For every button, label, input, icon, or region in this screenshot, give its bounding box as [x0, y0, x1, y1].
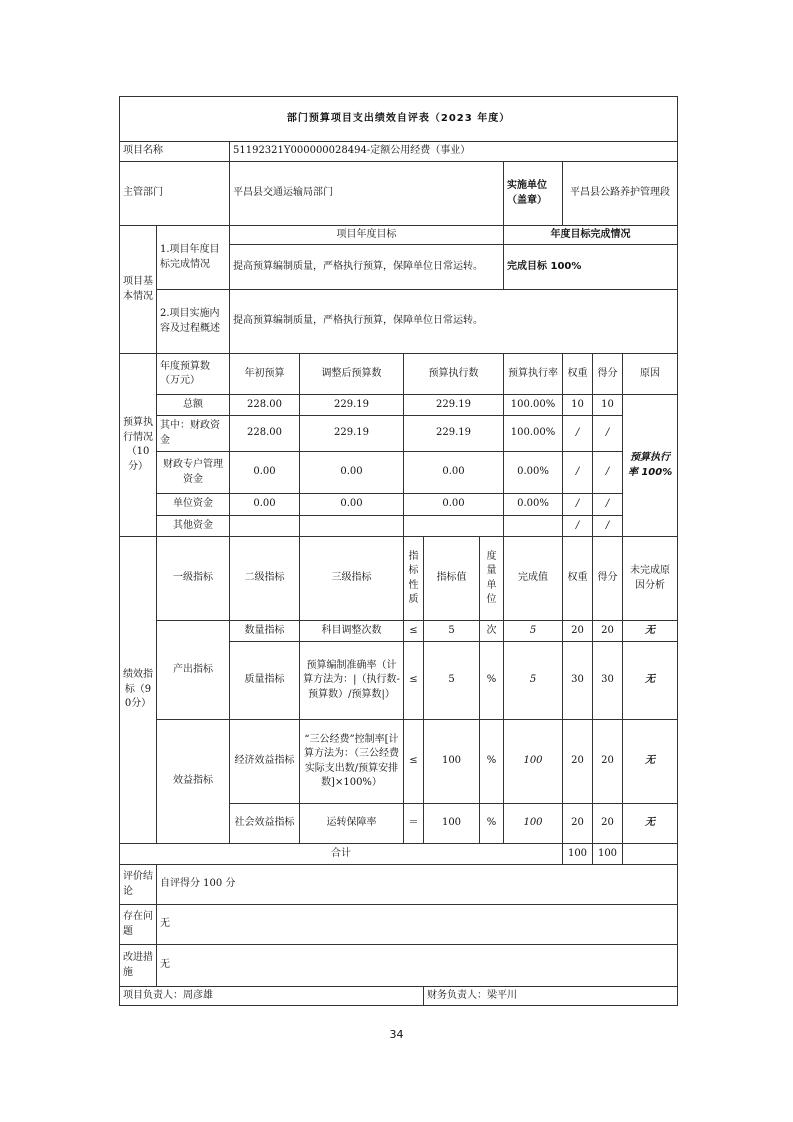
perf-row-value: 100 [424, 804, 480, 844]
perf-row-score: 20 [593, 621, 623, 642]
budget-row-executed: 0.00 [404, 452, 504, 494]
perf-row-level3: “三公经费”控制率[计算方法为：（三公经费实际支出数/预算安排数]×100%） [300, 720, 404, 804]
page-title: 部门预算项目支出绩效自评表（2023 年度） [120, 97, 678, 142]
page-number: 34 [389, 1028, 404, 1041]
perf-row-nature: ≤ [404, 720, 424, 804]
budget-row-score: / [593, 452, 623, 494]
goal-done-text: 完成目标 100% [504, 245, 678, 290]
perf-row-level2: 数量指标 [230, 621, 300, 642]
impl-text: 提高预算编制质量，严格执行预算，保障单位日常运转。 [230, 290, 678, 354]
budget-header-weight: 权重 [563, 354, 593, 395]
budget-row-initial: 0.00 [230, 494, 300, 516]
budget-row-executed: 0.00 [404, 494, 504, 516]
budget-row-weight: / [563, 494, 593, 516]
budget-header-executed: 预算执行数 [404, 354, 504, 395]
perf-header-score: 得分 [593, 537, 623, 621]
perf-row-done: 100 [504, 804, 563, 844]
eval-value: 自评得分 100 分 [157, 865, 678, 905]
perf-row-weight: 20 [563, 621, 593, 642]
budget-row-executed: 229.19 [404, 395, 504, 416]
goal-label: 1.项目年度目标完成情况 [157, 226, 230, 290]
perf-row-weight: 30 [563, 642, 593, 720]
budget-row-name: 财政专户管理资金 [157, 452, 230, 494]
project-leader: 项目负责人：周彦雄 [120, 987, 424, 1006]
perf-header-done: 完成值 [504, 537, 563, 621]
dept-label: 主管部门 [120, 162, 230, 226]
perf-header-weight: 权重 [563, 537, 593, 621]
improve-label: 改进措施 [120, 945, 157, 987]
perf-header-value: 指标值 [424, 537, 480, 621]
perf-row-level2: 社会效益指标 [230, 804, 300, 844]
basic-label: 项目基本情况 [120, 226, 157, 354]
perf-row-value: 100 [424, 720, 480, 804]
total-label: 合计 [120, 844, 563, 865]
budget-row-rate: 100.00% [504, 416, 563, 452]
impl-label: 2.项目实施内容及过程概述 [157, 290, 230, 354]
issue-label: 存在问题 [120, 905, 157, 945]
budget-row-name: 总额 [157, 395, 230, 416]
budget-row-rate: 0.00% [504, 452, 563, 494]
project-name-value: 51192321Y000000028494-定额公用经费（事业） [230, 142, 678, 162]
budget-row-weight: / [563, 516, 593, 537]
budget-row-name: 单位资金 [157, 494, 230, 516]
project-name-label: 项目名称 [120, 142, 230, 162]
budget-header-initial: 年初预算 [230, 354, 300, 395]
budget-header-reason: 原因 [623, 354, 678, 395]
impl-unit-label: 实施单位（盖章） [504, 162, 563, 226]
goal-header: 项目年度目标 [230, 226, 504, 245]
issue-value: 无 [157, 905, 678, 945]
budget-row-adjusted: 229.19 [300, 395, 404, 416]
perf-row-score: 20 [593, 720, 623, 804]
budget-row-weight: 10 [563, 395, 593, 416]
budget-row-rate [504, 516, 563, 537]
budget-row-adjusted [300, 516, 404, 537]
perf-row-weight: 20 [563, 804, 593, 844]
budget-row-initial [230, 516, 300, 537]
perf-row-nature: ≤ [404, 642, 424, 720]
perf-row-unit: % [480, 804, 504, 844]
budget-row-name: 其他资金 [157, 516, 230, 537]
total-weight: 100 [563, 844, 593, 865]
perf-row-nature: ≤ [404, 621, 424, 642]
budget-row-adjusted: 229.19 [300, 416, 404, 452]
perf-row-reason: 无 [623, 720, 678, 804]
perf-row-level2: 经济效益指标 [230, 720, 300, 804]
perf-row-score: 30 [593, 642, 623, 720]
perf-row-level3: 科目调整次数 [300, 621, 404, 642]
perf-header-level2: 二级指标 [230, 537, 300, 621]
evaluation-table [119, 96, 678, 1006]
perf-row-value: 5 [424, 642, 480, 720]
perf-row-unit: % [480, 720, 504, 804]
goal-done-header: 年度目标完成情况 [504, 226, 678, 245]
budget-row-name: 其中：财政资金 [157, 416, 230, 452]
perf-row-unit: % [480, 642, 504, 720]
perf-header-reason: 未完成原因分析 [623, 537, 678, 621]
budget-row-initial: 0.00 [230, 452, 300, 494]
budget-row-adjusted: 0.00 [300, 494, 404, 516]
evaluation-sheet [119, 96, 677, 1006]
finance-leader: 财务负责人：梁平川 [424, 987, 678, 1006]
budget-reason: 预算执行率 100% [623, 395, 678, 537]
perf-row-reason: 无 [623, 621, 678, 642]
budget-row-rate: 100.00% [504, 395, 563, 416]
budget-row-score: 10 [593, 395, 623, 416]
budget-row-weight: / [563, 416, 593, 452]
perf-row-level2: 质量指标 [230, 642, 300, 720]
perf-label: 绩效指标（90分） [120, 537, 157, 844]
perf-row-level3: 运转保障率 [300, 804, 404, 844]
perf-row-value: 5 [424, 621, 480, 642]
budget-row-score: / [593, 516, 623, 537]
budget-header-rate: 预算执行率 [504, 354, 563, 395]
total-reason-empty [623, 844, 678, 865]
perf-row-level3: 预算编制准确率（计算方法为：|（执行数-预算数）/预算数|） [300, 642, 404, 720]
perf-row-unit: 次 [480, 621, 504, 642]
budget-row-score: / [593, 416, 623, 452]
perf-row-reason: 无 [623, 642, 678, 720]
perf-row-done: 5 [504, 642, 563, 720]
budget-header-year: 年度预算数（万元） [157, 354, 230, 395]
perf-group-output: 产出指标 [157, 621, 230, 720]
budget-row-adjusted: 0.00 [300, 452, 404, 494]
goal-text: 提高预算编制质量，严格执行预算，保障单位日常运转。 [230, 245, 504, 290]
perf-row-weight: 20 [563, 720, 593, 804]
perf-header-level1: 一级指标 [157, 537, 230, 621]
budget-header-adjusted: 调整后预算数 [300, 354, 404, 395]
perf-group-benefit: 效益指标 [157, 720, 230, 844]
perf-row-done: 5 [504, 621, 563, 642]
perf-row-done: 100 [504, 720, 563, 804]
perf-header-level3: 三级指标 [300, 537, 404, 621]
budget-row-rate: 0.00% [504, 494, 563, 516]
budget-row-executed [404, 516, 504, 537]
budget-row-executed: 229.19 [404, 416, 504, 452]
perf-row-reason: 无 [623, 804, 678, 844]
budget-row-initial: 228.00 [230, 416, 300, 452]
budget-row-initial: 228.00 [230, 395, 300, 416]
budget-row-weight: / [563, 452, 593, 494]
perf-header-nature: 指标性质 [404, 537, 424, 621]
perf-row-nature: ＝ [404, 804, 424, 844]
impl-unit-value: 平昌县公路养护管理段 [563, 162, 678, 226]
improve-value: 无 [157, 945, 678, 987]
perf-header-unit: 度量单位 [480, 537, 504, 621]
budget-label: 预算执行情况（10分） [120, 354, 157, 537]
total-score: 100 [593, 844, 623, 865]
perf-row-score: 20 [593, 804, 623, 844]
dept-value: 平昌县交通运输局部门 [230, 162, 504, 226]
budget-header-score: 得分 [593, 354, 623, 395]
budget-row-score: / [593, 494, 623, 516]
eval-label: 评价结论 [120, 865, 157, 905]
